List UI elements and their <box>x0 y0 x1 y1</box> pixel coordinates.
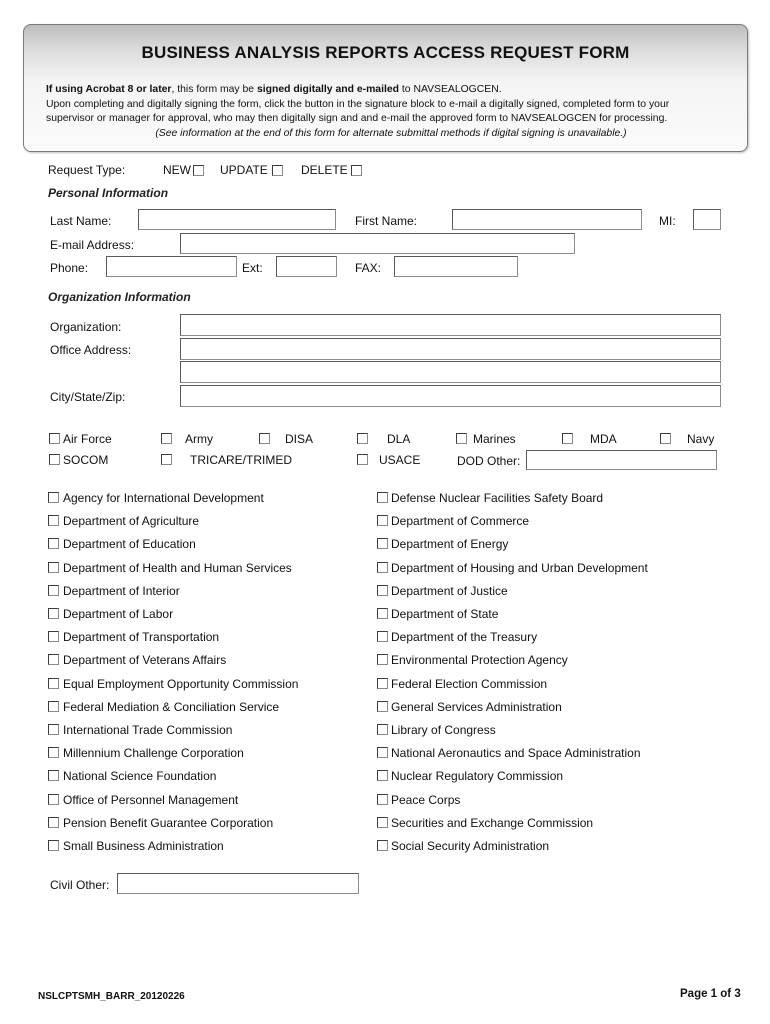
instruction-line-4: (See information at the end of this form for alternate submittal methods if digital signing is unavailable.) <box>155 127 627 139</box>
civil-agency-checkbox[interactable] <box>377 515 388 526</box>
city-state-zip-label: City/State/Zip: <box>50 390 126 404</box>
organization-field[interactable] <box>180 314 721 336</box>
civil-agency-label: Peace Corps <box>391 793 461 807</box>
dod-navy-checkbox[interactable] <box>660 433 671 444</box>
civil-agency-checkbox[interactable] <box>377 840 388 851</box>
email-label: E-mail Address: <box>50 238 135 252</box>
civil-agency-label: Department of Justice <box>391 584 508 598</box>
civil-agency-checkbox[interactable] <box>377 817 388 828</box>
civil-agency-label: International Trade Commission <box>63 723 233 737</box>
request-new-label: NEW <box>163 163 191 177</box>
dod-disa-label: DISA <box>285 432 314 446</box>
dod-navy-label: Navy <box>687 432 715 446</box>
civil-agency-checkbox[interactable] <box>48 492 59 503</box>
civil-agency-label: Department of Agriculture <box>63 514 200 528</box>
civil-agency-label: Department of Health and Human Services <box>63 561 292 575</box>
city-state-zip-field[interactable] <box>180 385 721 407</box>
civil-agency-checkbox[interactable] <box>377 654 388 665</box>
mi-label: MI: <box>659 214 676 228</box>
office-address-field-2[interactable] <box>180 361 721 383</box>
civil-agency-label: Federal Mediation & Conciliation Service <box>63 700 280 714</box>
civil-agency-label: Social Security Administration <box>391 839 550 853</box>
dod-marines-label: Marines <box>473 432 516 446</box>
civil-agency-checkbox[interactable] <box>377 770 388 781</box>
civil-agency-checkbox[interactable] <box>48 678 59 689</box>
phone-field[interactable] <box>106 256 237 277</box>
civil-agency-checkbox[interactable] <box>377 794 388 805</box>
form-header <box>23 24 748 152</box>
dod-mda-checkbox[interactable] <box>562 433 573 444</box>
civil-other-field[interactable] <box>117 873 359 894</box>
fax-label: FAX: <box>355 261 382 275</box>
civil-agency-checkbox[interactable] <box>377 631 388 642</box>
instruction-line-1 <box>46 83 736 98</box>
civil-agency-label: Defense Nuclear Facilities Safety Board <box>391 491 604 505</box>
civil-agency-checkbox[interactable] <box>377 538 388 549</box>
civil-agency-checkbox[interactable] <box>48 770 59 781</box>
dod-dla-checkbox[interactable] <box>357 433 368 444</box>
civil-agency-label: Small Business Administration <box>63 839 224 853</box>
civil-agency-checkbox[interactable] <box>48 701 59 712</box>
civil-agency-label: Department of Interior <box>63 584 180 598</box>
civil-agency-checkbox[interactable] <box>377 492 388 503</box>
form-id: NSLCPTSMH_BARR_20120226 <box>38 991 185 1002</box>
civil-agency-label: Nuclear Regulatory Commission <box>391 769 564 783</box>
instruction-bold-2: signed digitally and e-mailed <box>256 84 399 95</box>
dod-disa-checkbox[interactable] <box>259 433 270 444</box>
instruction-bold-1: If using Acrobat 8 or later <box>46 84 172 95</box>
ext-label: Ext: <box>242 261 263 275</box>
organization-info-heading: Organization Information <box>48 290 191 304</box>
ext-field[interactable] <box>276 256 337 277</box>
first-name-label: First Name: <box>355 214 418 228</box>
request-delete-checkbox[interactable] <box>351 165 362 176</box>
civil-agency-checkbox[interactable] <box>377 608 388 619</box>
instruction-text-2: to NAVSEALOGCEN. <box>399 84 502 95</box>
civil-agency-label: Office of Personnel Management <box>63 793 239 807</box>
first-name-field[interactable] <box>452 209 642 230</box>
last-name-field[interactable] <box>138 209 336 230</box>
request-new-checkbox[interactable] <box>193 165 204 176</box>
civil-agency-label: Department of Housing and Urban Development <box>391 561 648 575</box>
dod-socom-label: SOCOM <box>63 453 109 467</box>
instruction-line-2: Upon completing and digitally signing the form, click the button in the signature block to e-mail a digitally signed, completed form to your <box>46 98 670 110</box>
phone-label: Phone: <box>50 261 89 275</box>
mi-field[interactable] <box>693 209 721 230</box>
civil-agency-checkbox[interactable] <box>48 724 59 735</box>
civil-agency-checkbox[interactable] <box>48 608 59 619</box>
civil-agency-checkbox[interactable] <box>48 515 59 526</box>
dod-army-checkbox[interactable] <box>161 433 172 444</box>
dod-tricare-checkbox[interactable] <box>161 454 172 465</box>
civil-agency-label: National Aeronautics and Space Administration <box>391 746 641 760</box>
civil-agency-label: Department of Education <box>63 537 196 551</box>
dod-socom-checkbox[interactable] <box>49 454 60 465</box>
request-type-label: Request Type: <box>48 163 126 177</box>
civil-agency-checkbox[interactable] <box>377 747 388 758</box>
last-name-label: Last Name: <box>50 214 112 228</box>
instruction-text-1: , this form may be <box>171 84 257 95</box>
civil-agency-checkbox[interactable] <box>377 724 388 735</box>
office-address-field-1[interactable] <box>180 338 721 360</box>
dod-mda-label: MDA <box>590 432 617 446</box>
civil-agency-label: Department of Transportation <box>63 630 220 644</box>
request-update-checkbox[interactable] <box>272 165 283 176</box>
page-number: Page 1 of 3 <box>680 988 741 1000</box>
civil-agency-checkbox[interactable] <box>48 538 59 549</box>
civil-agency-checkbox[interactable] <box>48 794 59 805</box>
civil-agency-checkbox[interactable] <box>48 654 59 665</box>
civil-agency-label: Pension Benefit Guarantee Corporation <box>63 816 274 830</box>
organization-label: Organization: <box>50 320 122 334</box>
form-instructions <box>46 83 736 141</box>
civil-agency-label: Department of State <box>391 607 499 621</box>
dod-army-label: Army <box>185 432 213 446</box>
civil-agency-label: Environmental Protection Agency <box>391 653 568 667</box>
email-field[interactable] <box>180 233 575 254</box>
civil-agency-label: Department of Commerce <box>391 514 530 528</box>
civil-agency-checkbox[interactable] <box>48 840 59 851</box>
civil-agency-checkbox[interactable] <box>48 817 59 828</box>
instruction-line-3: supervisor or manager for approval, who may then digitally sign and and e-mail the approved form to NAVSEALOGCEN for processing. <box>46 113 668 124</box>
civil-agency-checkbox[interactable] <box>377 562 388 573</box>
civil-agency-label: Library of Congress <box>391 723 496 737</box>
civil-agency-checkbox[interactable] <box>377 678 388 689</box>
civil-agency-label: Department of Labor <box>63 607 174 621</box>
dod-usace-checkbox[interactable] <box>357 454 368 465</box>
civil-agency-label: Millennium Challenge Corporation <box>63 746 244 760</box>
civil-agency-label: Department of Energy <box>391 537 509 551</box>
personal-info-heading: Personal Information <box>48 186 169 200</box>
civil-agency-label: Agency for International Development <box>63 491 264 505</box>
dod-air-force-checkbox[interactable] <box>49 433 60 444</box>
dod-air-force-label: Air Force <box>63 432 112 446</box>
civil-agency-checkbox[interactable] <box>377 701 388 712</box>
fax-field[interactable] <box>394 256 518 277</box>
form-title: BUSINESS ANALYSIS REPORTS ACCESS REQUEST FORM <box>141 43 630 62</box>
civil-agency-checkbox[interactable] <box>48 562 59 573</box>
request-update-label: UPDATE <box>220 163 268 177</box>
dod-other-label: DOD Other: <box>457 454 521 468</box>
civil-agency-label: Department of the Treasury <box>391 630 538 644</box>
civil-agency-label: Equal Employment Opportunity Commission <box>63 677 299 691</box>
civil-agency-label: General Services Administration <box>391 700 562 714</box>
dod-other-field[interactable] <box>526 450 717 470</box>
request-delete-label: DELETE <box>301 163 348 177</box>
dod-dla-label: DLA <box>387 432 411 446</box>
civil-agency-checkbox[interactable] <box>48 631 59 642</box>
civil-agency-checkbox[interactable] <box>48 747 59 758</box>
dod-usace-label: USACE <box>379 453 421 467</box>
civil-agency-label: Securities and Exchange Commission <box>391 816 594 830</box>
dod-marines-checkbox[interactable] <box>456 433 467 444</box>
civil-agency-checkbox[interactable] <box>48 585 59 596</box>
office-address-label: Office Address: <box>50 343 132 357</box>
civil-agency-label: National Science Foundation <box>63 769 217 783</box>
dod-tricare-label: TRICARE/TRIMED <box>190 453 292 467</box>
civil-agency-label: Department of Veterans Affairs <box>63 653 227 667</box>
civil-other-label: Civil Other: <box>50 878 110 892</box>
civil-agency-label: Federal Election Commission <box>391 677 548 691</box>
civil-agency-checkbox[interactable] <box>377 585 388 596</box>
